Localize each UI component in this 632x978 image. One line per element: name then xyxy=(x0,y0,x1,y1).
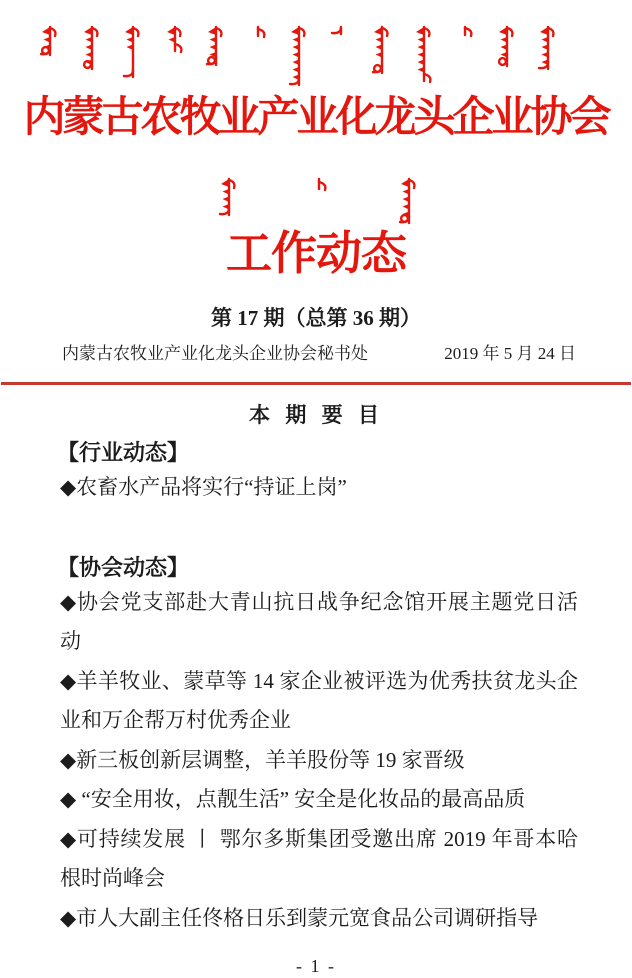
toc-item: ◆羊羊牧业、蒙草等 14 家企业被评选为优秀扶贫龙头企业和万企帮万村优秀企业 xyxy=(60,668,578,732)
publish-date: 2019 年 5 月 24 日 xyxy=(444,344,576,363)
toc-item: ◆农畜水产品将实行“持证上岗” xyxy=(60,475,347,499)
mongolian-script-row-top xyxy=(36,24,556,90)
toc-item: ◆可持续发展 丨 鄂尔多斯集团受邀出席 2019 年哥本哈根时尚峰会 xyxy=(60,826,578,890)
page-number: - 1 - xyxy=(296,956,336,976)
mongolian-word-icon xyxy=(368,24,390,81)
toc-item: ◆协会党支部赴大青山抗日战争纪念馆开展主题党日活动 xyxy=(60,589,578,653)
divider-rule xyxy=(1,382,631,385)
mongolian-word-icon xyxy=(451,24,473,43)
mongolian-word-icon xyxy=(493,24,515,74)
mongolian-word-icon xyxy=(202,24,224,73)
toc-section-industry xyxy=(0,440,632,508)
mongolian-word-icon xyxy=(305,176,327,197)
mongolian-word-icon xyxy=(215,176,237,223)
bulletin-title: 工作动态 xyxy=(226,228,406,279)
mongolian-word-icon xyxy=(78,24,100,77)
toc-item: ◆ “安全用妆，点靓生活” 安全是化妆品的最高品质 xyxy=(60,787,526,811)
toc-heading: 本 期 要 目 xyxy=(249,403,383,427)
publisher-name: 内蒙古农牧业产业化龙头企业协会秘书处 xyxy=(62,344,368,363)
mongolian-word-icon xyxy=(327,24,349,42)
mongolian-script-row-middle xyxy=(0,176,632,228)
mongolian-word-icon xyxy=(119,24,141,85)
bulletin-page xyxy=(0,24,632,976)
toc-section-title-association: 【协会动态】 xyxy=(57,555,190,581)
mongolian-word-icon xyxy=(161,24,183,59)
mongolian-word-icon xyxy=(36,24,58,63)
mongolian-word-icon xyxy=(410,24,432,89)
mongolian-word-icon xyxy=(395,176,417,231)
mongolian-word-icon xyxy=(534,24,556,77)
org-name-title: 内蒙古农牧业产业化龙头企业协会 xyxy=(23,95,609,141)
mongolian-word-icon xyxy=(244,24,266,44)
toc-section-title-industry: 【行业动态】 xyxy=(57,441,190,466)
mongolian-word-icon xyxy=(285,24,307,93)
toc-item: ◆新三板创新层调整，羊羊股份等 19 家晋级 xyxy=(60,747,465,772)
issue-number: 第 17 期（总第 36 期） xyxy=(211,306,421,330)
publisher-row xyxy=(0,342,632,366)
toc-item: ◆市人大副主任佟格日乐到蒙元宽食品公司调研指导 xyxy=(60,905,539,930)
toc-section-association xyxy=(0,555,632,939)
